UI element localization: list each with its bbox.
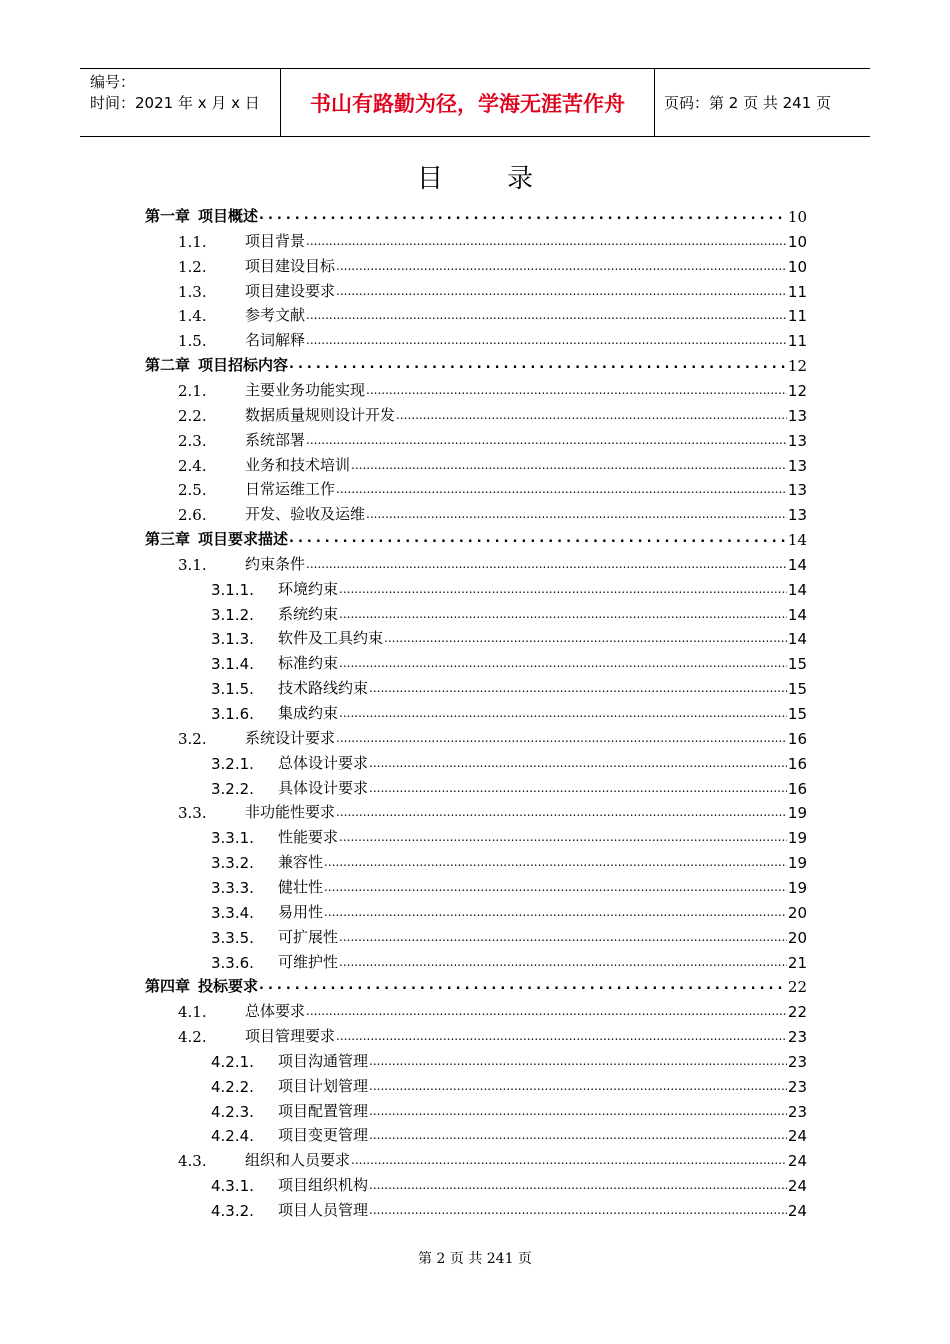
toc-entry-page: 15 (787, 680, 807, 699)
toc-entry[interactable] (211, 774, 807, 798)
toc-entry[interactable] (211, 649, 807, 673)
toc-entry[interactable] (211, 898, 807, 922)
toc-entry[interactable] (211, 948, 807, 972)
toc-entry-label: 项目沟通管理 (278, 1051, 369, 1070)
toc-entry-label: 主要业务功能实现 (245, 380, 366, 399)
toc-entry-page: 10 (787, 232, 807, 251)
toc-entry[interactable] (178, 401, 807, 425)
toc-entry-label: 易用性 (278, 902, 324, 921)
toc-entry-number: 3.3.3. (211, 878, 254, 897)
toc-entry-label: 项目要求描述 (198, 530, 289, 549)
toc-entry[interactable] (178, 426, 807, 450)
toc-leader-dots (306, 550, 787, 574)
toc-entry-label: 开发、验收及运维 (245, 505, 366, 524)
toc-entry-number: 3.1.3. (211, 630, 254, 649)
toc-entry-label: 项目变更管理 (278, 1126, 369, 1145)
toc-entry-number: 3.3. (178, 804, 207, 823)
toc-entry-page: 11 (787, 307, 807, 326)
toc-leader-dots (339, 948, 787, 972)
toc-entry-page: 20 (787, 903, 807, 922)
toc-entry-page: 13 (787, 481, 807, 500)
toc-entry-page: 12 (787, 381, 807, 400)
toc-entry[interactable] (211, 1097, 807, 1121)
toc-entry-number: 2.4. (178, 456, 207, 475)
toc-entry-page: 14 (787, 605, 807, 624)
toc-entry-number: 第一章 (145, 207, 191, 225)
toc-entry-label: 总体设计要求 (278, 753, 369, 772)
toc-entry[interactable] (145, 525, 807, 549)
toc-entry-number: 4.2.3. (211, 1102, 254, 1121)
toc-leader-dots (324, 848, 787, 872)
toc-leader-dots (366, 376, 787, 400)
toc-entry-page: 13 (787, 406, 807, 425)
toc-entry-page: 13 (787, 506, 807, 525)
toc-entry-page: 22 (787, 978, 807, 997)
toc-entry-label: 可维护性 (278, 952, 339, 971)
toc-entry-page: 12 (787, 357, 807, 376)
toc-entry-label: 项目建设目标 (245, 256, 336, 275)
toc-entry-label: 具体设计要求 (278, 778, 369, 797)
toc-entry[interactable] (211, 1196, 807, 1220)
toc-entry-label: 项目管理要求 (245, 1027, 336, 1046)
toc-entry-label: 可扩展性 (278, 927, 339, 946)
toc-entry-label: 系统设计要求 (245, 728, 336, 747)
toc-entry-number: 3.2.1. (211, 754, 254, 773)
toc-entry-label: 日常运维工作 (245, 480, 336, 499)
toc-entry-page: 13 (787, 456, 807, 475)
toc-leader-dots (369, 1121, 787, 1145)
toc-leader-dots (306, 997, 787, 1021)
toc-entry-label: 项目建设要求 (245, 281, 336, 300)
toc-entry-number: 2.2. (178, 406, 207, 425)
toc-entry-page: 24 (787, 1202, 807, 1220)
toc-entry-page: 24 (787, 1127, 807, 1146)
toc-entry-label: 软件及工具约束 (278, 629, 384, 648)
toc-leader-dots (339, 923, 787, 947)
toc-entry-page: 16 (787, 754, 807, 773)
toc-entry-page: 23 (787, 1052, 807, 1071)
toc-entry-label: 非功能性要求 (245, 803, 336, 822)
toc-entry[interactable] (211, 749, 807, 773)
toc-entry-number: 4.2. (178, 1028, 207, 1047)
toc-entry[interactable] (145, 351, 807, 375)
toc-entry-page: 15 (787, 655, 807, 674)
toc-entry-page: 21 (787, 953, 807, 972)
toc-entry[interactable] (178, 550, 807, 574)
toc-leader-dots (369, 674, 787, 698)
toc-entry-label: 项目人员管理 (278, 1201, 369, 1219)
toc-entry[interactable] (211, 923, 807, 947)
toc-entry-label: 健壮性 (278, 877, 324, 896)
toc-entry-page: 19 (787, 854, 807, 873)
toc-entry-number: 4.2.4. (211, 1127, 254, 1146)
toc-entry-number: 3.3.2. (211, 854, 254, 873)
toc-entry[interactable] (178, 227, 807, 251)
toc-entry-number: 3.1.6. (211, 705, 254, 723)
toc-entry-page: 23 (787, 1028, 807, 1047)
toc-entry-page: 19 (787, 804, 807, 823)
toc-entry-label: 技术路线约束 (278, 679, 369, 698)
toc-entry-page: 11 (787, 282, 807, 301)
toc-leader-dots (369, 749, 787, 773)
toc-entry-page: 19 (787, 829, 807, 848)
toc-entry-number: 1.2. (178, 257, 207, 276)
toc-entry-number: 3.1.2. (211, 605, 254, 624)
toc-entry[interactable] (145, 202, 807, 226)
toc-leader-dots (339, 600, 787, 624)
toc-leader-dots (306, 301, 787, 325)
toc-entry-page: 23 (787, 1102, 807, 1121)
toc-leader-dots (339, 649, 787, 673)
page-footer: 第 2 页 共 241 页 (418, 1251, 532, 1267)
toc-leader-dots (306, 326, 787, 350)
toc-leader-dots (369, 1047, 787, 1071)
toc-entry-number: 3.3.4. (211, 903, 254, 922)
toc-entry-label: 项目招标内容 (198, 356, 289, 375)
toc-leader-dots (259, 972, 787, 996)
page-header (80, 68, 870, 137)
toc-entry[interactable] (211, 823, 807, 847)
toc-entry[interactable] (211, 674, 807, 698)
toc-leader-dots (369, 774, 787, 798)
toc-leader-dots (306, 227, 787, 251)
toc-entry-number: 第二章 (145, 356, 191, 375)
toc-entry-number: 2.6. (178, 506, 207, 525)
toc-entry-number: 3.2. (178, 729, 207, 748)
toc-entry-page: 23 (787, 1077, 807, 1096)
toc-entry[interactable] (178, 500, 807, 524)
toc-entry-page: 14 (787, 555, 807, 574)
toc-entry-label: 项目计划管理 (278, 1076, 369, 1095)
toc-leader-dots (339, 823, 787, 847)
toc-entry[interactable] (145, 972, 807, 996)
header-meta (80, 69, 281, 136)
toc-entry[interactable] (178, 1022, 807, 1046)
toc-entry-label: 组织和人员要求 (245, 1151, 351, 1170)
toc-entry-number: 3.2.2. (211, 779, 254, 798)
toc-entry-page: 14 (787, 531, 807, 550)
toc-entry[interactable] (211, 848, 807, 872)
toc-entry-label: 性能要求 (278, 828, 339, 847)
toc-entry-page: 10 (787, 208, 807, 226)
toc-leader-dots (396, 401, 787, 425)
number-label: 编号： (90, 73, 136, 91)
time-label: 时间：2021 年 x 月 x 日 (90, 94, 260, 112)
toc-entry-page: 13 (787, 431, 807, 450)
toc-entry-label: 集成约束 (278, 704, 339, 722)
page-info: 页码：第 2 页 共 241 页 (664, 94, 832, 112)
toc-leader-dots (339, 699, 787, 723)
toc-entry[interactable] (211, 1072, 807, 1096)
toc-entry-label: 投标要求 (198, 977, 259, 996)
toc-entry[interactable] (211, 873, 807, 897)
toc-title-left: 目 (416, 164, 443, 194)
toc-entry-number: 4.3.2. (211, 1202, 254, 1220)
toc-entry[interactable] (178, 376, 807, 400)
toc-leader-dots (289, 525, 787, 549)
toc-leader-dots (324, 898, 787, 922)
toc-entry[interactable] (178, 475, 807, 499)
toc-entry-label: 业务和技术培训 (245, 455, 351, 474)
toc-entry-number: 3.3.1. (211, 829, 254, 848)
toc-entry-label: 项目组织机构 (278, 1176, 369, 1195)
toc-entry-number: 1.3. (178, 282, 207, 301)
toc-leader-dots (336, 798, 787, 822)
toc-leader-dots (324, 873, 787, 897)
toc-entry-number: 3.3.5. (211, 928, 254, 947)
toc-title-right: 录 (507, 164, 534, 194)
toc-leader-dots (369, 1171, 787, 1195)
toc-leader-dots (384, 624, 787, 648)
toc-entry-page: 19 (787, 878, 807, 897)
toc-entry-page: 16 (787, 729, 807, 748)
toc-entry-label: 项目配置管理 (278, 1101, 369, 1120)
motto: 书山有路勤为径，学海无涯苦作舟 (281, 69, 655, 136)
toc-entry-number: 3.1.4. (211, 655, 254, 674)
toc-entry-label: 系统约束 (278, 604, 339, 623)
toc-entry-label: 标准约束 (278, 654, 339, 673)
toc-entry[interactable] (178, 326, 807, 350)
toc-entry[interactable] (178, 301, 807, 325)
toc-entry-page: 16 (787, 779, 807, 798)
toc-entry-label: 参考文献 (245, 306, 306, 325)
toc-leader-dots (259, 202, 787, 226)
toc-entry[interactable] (178, 252, 807, 276)
toc-entry-page: 14 (787, 630, 807, 649)
toc-entry-number: 4.3.1. (211, 1177, 254, 1196)
toc-entry[interactable] (211, 575, 807, 599)
toc-entry-number: 第四章 (145, 977, 191, 996)
toc-title (0, 158, 950, 195)
toc-entry[interactable] (211, 1047, 807, 1071)
toc-entry-page: 11 (787, 332, 807, 351)
toc-entry-number: 1.4. (178, 307, 207, 326)
toc-entry-label: 系统部署 (245, 430, 306, 449)
toc-leader-dots (351, 1146, 787, 1170)
toc-entry-page: 24 (787, 1177, 807, 1196)
toc-entry-label: 项目概述 (198, 207, 259, 225)
toc-entry-label: 环境约束 (278, 579, 339, 598)
toc-entry[interactable] (178, 798, 807, 822)
toc-entry-number: 3.3.6. (211, 953, 254, 972)
toc-leader-dots (369, 1196, 787, 1220)
toc-entry-label: 兼容性 (278, 853, 324, 872)
toc-entry-label: 数据质量规则设计开发 (245, 405, 396, 424)
toc-leader-dots (369, 1072, 787, 1096)
toc-entry-number: 4.2.1. (211, 1052, 254, 1071)
toc-leader-dots (289, 351, 787, 375)
toc-entry[interactable] (178, 1146, 807, 1170)
toc-entry-number: 2.3. (178, 431, 207, 450)
toc-entry-number: 2.1. (178, 381, 207, 400)
toc-leader-dots (369, 1097, 787, 1121)
toc-leader-dots (351, 451, 787, 475)
toc-entry-label: 总体要求 (245, 1002, 306, 1021)
toc-entry[interactable] (178, 724, 807, 748)
toc-entry[interactable] (178, 451, 807, 475)
toc-entry[interactable] (178, 277, 807, 301)
toc-entry-number: 第三章 (145, 530, 191, 549)
toc-leader-dots (306, 426, 787, 450)
toc-entry[interactable] (178, 997, 807, 1021)
toc-entry-number: 4.1. (178, 1003, 207, 1022)
toc-entry-page: 15 (787, 705, 807, 723)
toc-entry[interactable] (211, 624, 807, 648)
toc-entry-number: 4.2.2. (211, 1077, 254, 1096)
toc-leader-dots (366, 500, 787, 524)
toc-entry[interactable] (211, 600, 807, 624)
toc-leader-dots (336, 252, 787, 276)
toc-entry-label: 名词解释 (245, 331, 306, 350)
toc-leader-dots (336, 475, 787, 499)
toc-leader-dots (336, 724, 787, 748)
toc-entry-number: 1.1. (178, 232, 207, 251)
toc-leader-dots (336, 1022, 787, 1046)
toc-entry-number: 4.3. (178, 1152, 207, 1171)
toc-entry-page: 20 (787, 928, 807, 947)
toc-entry-label: 项目背景 (245, 231, 306, 250)
toc-entry-page: 10 (787, 257, 807, 276)
toc-entry-page: 14 (787, 580, 807, 599)
toc-entry-number: 3.1.5. (211, 680, 254, 699)
toc-entry[interactable] (211, 1121, 807, 1145)
toc-entry[interactable] (211, 699, 807, 723)
toc-entry-page: 22 (787, 1003, 807, 1022)
toc-entry-number: 3.1.1. (211, 580, 254, 599)
toc-entry[interactable] (211, 1171, 807, 1195)
toc-entry-number: 3.1. (178, 555, 207, 574)
toc-entry-label: 约束条件 (245, 554, 306, 573)
toc-entry-page: 24 (787, 1152, 807, 1171)
toc-leader-dots (339, 575, 787, 599)
toc-entry-number: 1.5. (178, 332, 207, 351)
toc-leader-dots (336, 277, 787, 301)
toc-entry-number: 2.5. (178, 481, 207, 500)
